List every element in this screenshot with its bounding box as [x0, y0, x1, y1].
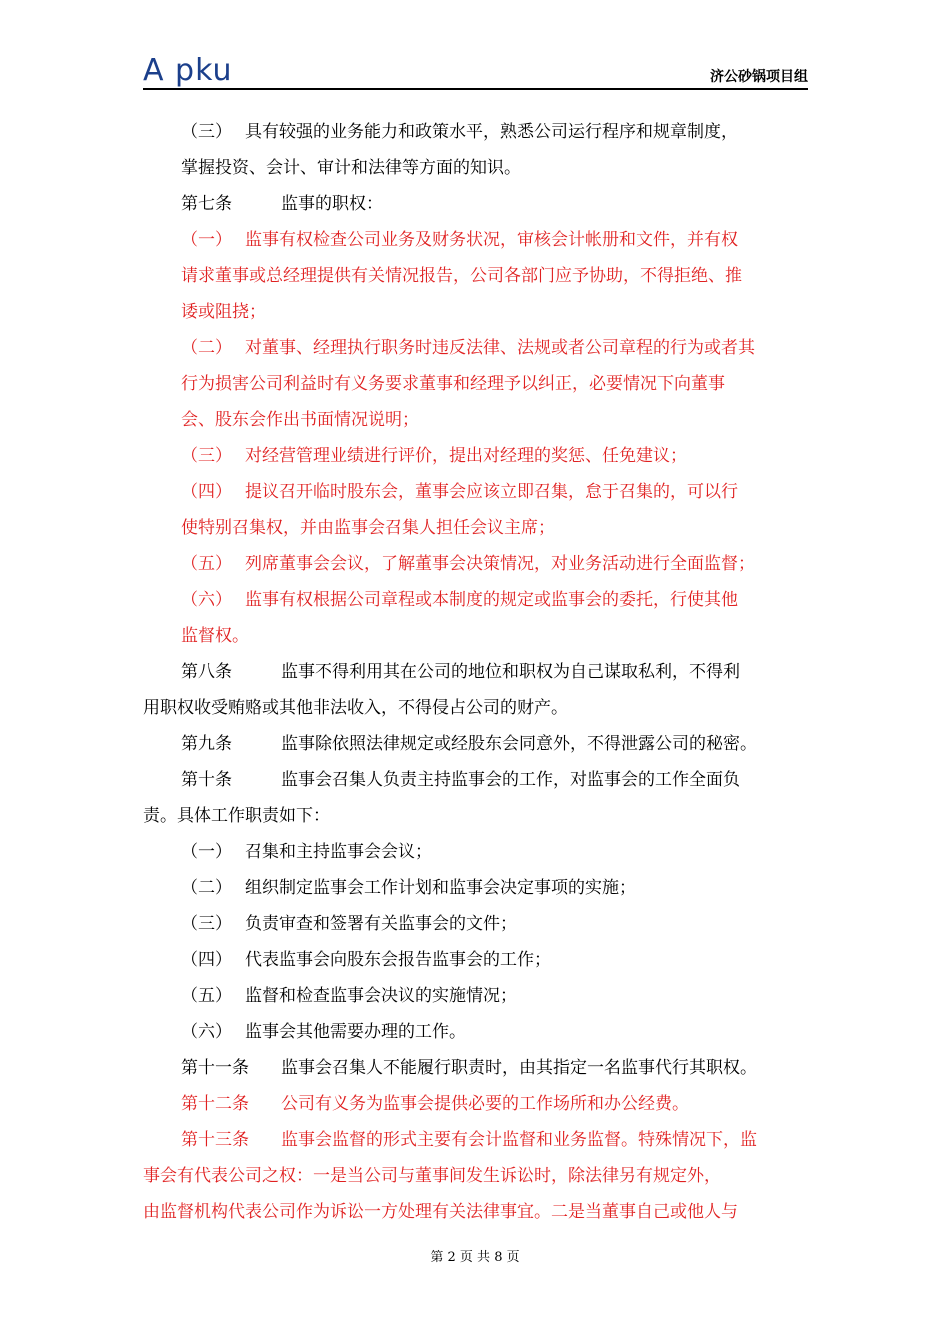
line-text: 行为损害公司利益时有义务要求董事和经理予以纠正，必要情况下向董事	[181, 374, 725, 394]
text-line	[143, 366, 808, 402]
text-line	[143, 690, 808, 726]
text-line	[143, 942, 808, 978]
text-line	[143, 1014, 808, 1050]
line-text: 组织制定监事会工作计划和监事会决定事项的实施；	[245, 878, 636, 898]
line-text: 监事有权检查公司业务及财务状况，审核会计帐册和文件，并有权	[245, 230, 738, 250]
line-text: 监督权。	[181, 626, 249, 646]
article-number: 第十条	[181, 770, 232, 790]
line-text: 监事会其他需要办理的工作。	[245, 1022, 466, 1042]
item-number: （六）	[181, 1022, 232, 1042]
text-line	[143, 150, 808, 186]
item-number: （二）	[181, 338, 232, 358]
line-text: 监事的职权：	[281, 194, 383, 214]
text-line	[143, 618, 808, 654]
text-line	[143, 114, 808, 150]
item-number: （三）	[181, 446, 232, 466]
company-logo	[143, 53, 233, 88]
text-line	[143, 222, 808, 258]
text-line	[143, 258, 808, 294]
line-text: 请求董事或总经理提供有关情况报告，公司各部门应予协助，不得拒绝、推	[181, 266, 742, 286]
text-line	[143, 870, 808, 906]
text-line	[143, 294, 808, 330]
article-number: 第十三条	[181, 1130, 249, 1150]
item-number: （一）	[181, 230, 232, 250]
line-text: 监事会召集人不能履行职责时，由其指定一名监事代行其职权。	[281, 1058, 757, 1078]
line-text: 由监督机构代表公司作为诉讼一方处理有关法律事宜。二是当董事自己或他人与	[143, 1202, 738, 1222]
article-number: 第九条	[181, 734, 232, 754]
item-number: （六）	[181, 590, 232, 610]
line-text: 对经营管理业绩进行评价，提出对经理的奖惩、任免建议；	[245, 446, 687, 466]
line-text: 召集和主持监事会会议；	[245, 842, 432, 862]
text-line	[143, 834, 808, 870]
document-body	[143, 114, 808, 1230]
line-text: 代表监事会向股东会报告监事会的工作；	[245, 950, 551, 970]
text-line	[143, 654, 808, 690]
text-line	[143, 798, 808, 834]
line-text: 对董事、经理执行职务时违反法律、法规或者公司章程的行为或者其	[245, 338, 755, 358]
item-number: （四）	[181, 950, 232, 970]
text-line	[143, 582, 808, 618]
line-text: 具有较强的业务能力和政策水平，熟悉公司运行程序和规章制度，	[245, 122, 738, 142]
text-line	[143, 1122, 808, 1158]
line-text: 监事除依照法律规定或经股东会同意外，不得泄露公司的秘密。	[281, 734, 757, 754]
line-text: 事会有代表公司之权：一是当公司与董事间发生诉讼时，除法律另有规定外，	[143, 1166, 721, 1186]
text-line	[143, 438, 808, 474]
item-number: （四）	[181, 482, 232, 502]
line-text: 监事会召集人负责主持监事会的工作，对监事会的工作全面负	[281, 770, 740, 790]
text-line	[143, 186, 808, 222]
text-line	[143, 978, 808, 1014]
text-line	[143, 1194, 808, 1230]
text-line	[143, 474, 808, 510]
line-text: 会、股东会作出书面情况说明；	[181, 410, 419, 430]
text-line	[143, 726, 808, 762]
page-number: 第 2 页 共 8 页	[430, 1250, 520, 1265]
text-line	[143, 546, 808, 582]
project-group-label: 济公砂锅项目组	[710, 69, 808, 85]
line-text: 监督和检查监事会决议的实施情况；	[245, 986, 517, 1006]
text-line	[143, 1158, 808, 1194]
line-text: 监事有权根据公司章程或本制度的规定或监事会的委托，行使其他	[245, 590, 738, 610]
line-text: 监事会监督的形式主要有会计监督和业务监督。特殊情况下，监	[281, 1130, 757, 1150]
line-text: 责。具体工作职责如下：	[143, 806, 330, 826]
item-number: （二）	[181, 878, 232, 898]
logo-text: A pku	[143, 53, 233, 88]
article-number: 第七条	[181, 194, 232, 214]
text-line	[143, 1086, 808, 1122]
article-number: 第十一条	[181, 1058, 249, 1078]
item-number: （一）	[181, 842, 232, 862]
page-header	[143, 52, 808, 90]
text-line	[143, 510, 808, 546]
line-text: 公司有义务为监事会提供必要的工作场所和办公经费。	[281, 1094, 689, 1114]
article-number: 第十二条	[181, 1094, 249, 1114]
text-line	[143, 762, 808, 798]
item-number: （五）	[181, 554, 232, 574]
line-text: 用职权收受贿赂或其他非法收入，不得侵占公司的财产。	[143, 698, 568, 718]
item-number: （五）	[181, 986, 232, 1006]
line-text: 掌握投资、会计、审计和法律等方面的知识。	[181, 158, 521, 178]
item-number: （三）	[181, 122, 232, 142]
line-text: 提议召开临时股东会，董事会应该立即召集，怠于召集的，可以行	[245, 482, 738, 502]
text-line	[143, 906, 808, 942]
item-number: （三）	[181, 914, 232, 934]
line-text: 监事不得利用其在公司的地位和职权为自己谋取私利，不得利	[281, 662, 740, 682]
line-text: 负责审查和签署有关监事会的文件；	[245, 914, 517, 934]
line-text: 使特别召集权，并由监事会召集人担任会议主席；	[181, 518, 555, 538]
article-number: 第八条	[181, 662, 232, 682]
text-line	[143, 330, 808, 366]
line-text: 诿或阻挠；	[181, 302, 266, 322]
text-line	[143, 1050, 808, 1086]
line-text: 列席董事会会议，了解董事会决策情况，对业务活动进行全面监督；	[245, 554, 755, 574]
text-line	[143, 402, 808, 438]
